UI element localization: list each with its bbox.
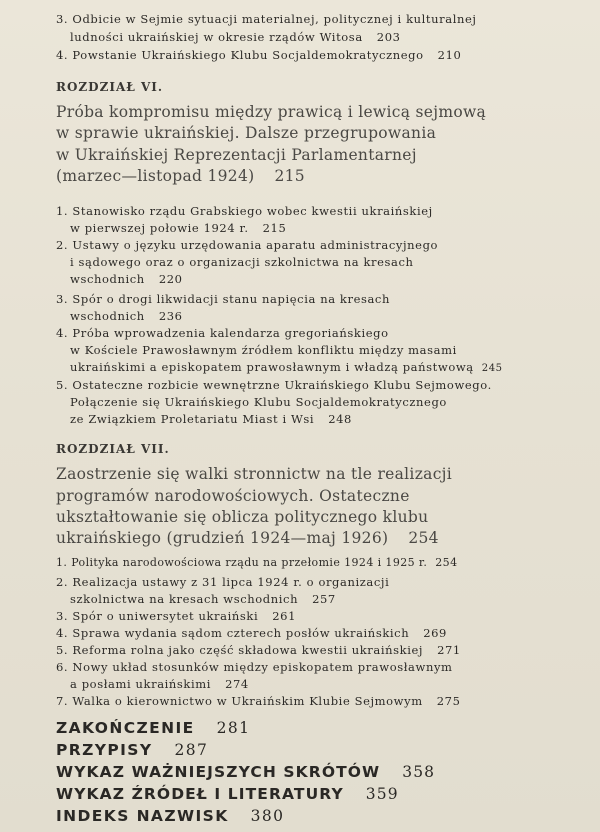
toc-item: 3. Spór o drogi likwidacji stanu napięcia na kresach (56, 292, 390, 306)
toc-item: szkolnictwa na kresach wschodnich 257 (70, 592, 336, 606)
chapter-title-line (56, 529, 439, 547)
toc-item: wschodnich 220 (70, 272, 183, 286)
toc-page-number: 203 (376, 30, 401, 44)
toc-item: 2. Ustawy o języku urzędowania aparatu administracyjnego (56, 238, 439, 252)
chapter-title-text: (marzec—listopad 1924) (56, 167, 255, 185)
toc-page-number: 275 (436, 694, 461, 708)
toc-page-number: 245 (481, 363, 503, 374)
toc-page-number: 359 (365, 785, 399, 803)
toc-page-number: 254 (435, 556, 458, 569)
toc-item: ze Związkiem Proletariatu Miast i Wsi 248 (70, 412, 352, 426)
toc-item (56, 48, 461, 62)
chapter-heading: ROZDZIAŁ VII. (56, 442, 170, 456)
toc-item: 5. Reforma rolna jako część składowa kwestii ukraińskiej 271 (56, 643, 461, 657)
toc-page-number: 358 (402, 763, 436, 781)
toc-page-number: 281 (216, 719, 251, 737)
toc-page-number: 220 (158, 272, 183, 286)
toc-item: 1. Stanowisko rządu Grabskiego wobec kwestii ukraińskiej (56, 204, 433, 218)
toc-page-number: 210 (437, 48, 462, 62)
toc-item: i sądowego oraz o organizacji szkolnictwa na kresach (70, 255, 414, 269)
toc-item: 5. Ostateczne rozbicie wewnętrzne Ukraińskiego Klubu Sejmowego. (56, 378, 492, 392)
toc-item: 2. Realizacja ustawy z 31 lipca 1924 r. o organizacji (56, 575, 390, 589)
toc-page-number: 274 (225, 677, 249, 691)
toc-item: Połączenie się Ukraińskiego Klubu Socjaldemokratycznego (70, 395, 447, 409)
chapter-title-line (56, 167, 305, 185)
toc-page-number: 248 (328, 412, 352, 426)
chapter-title-line: Zaostrzenie się walki stronnictw na tle realizacji (56, 465, 453, 483)
back-matter-entry: ZAKOŃCZENIE 281 (56, 719, 251, 737)
toc-item: 4. Sprawa wydania sądom czterech posłów ukraińskich 269 (56, 626, 447, 640)
toc-item (70, 30, 401, 44)
toc-item-text: ludności ukraińskiej w okresie rządów Witosa (70, 30, 363, 44)
toc-item: w Kościele Prawosławnym źródłem konfliktu między masami (70, 343, 457, 357)
chapter-title-line: w Ukraińskiej Reprezentacji Parlamentarnej (56, 146, 417, 164)
toc-page-number: 215 (274, 167, 305, 185)
back-matter-entry: PRZYPISY 287 (56, 741, 209, 759)
toc-item-text: 4. Powstanie Ukraińskiego Klubu Socjaldemokratycznego (56, 48, 424, 62)
chapter-title-line: w sprawie ukraińskiej. Dalsze przegrupowania (56, 124, 437, 142)
chapter-title-line: ukształtowanie się oblicza politycznego klubu (56, 508, 429, 526)
toc-item: wschodnich 236 (70, 309, 183, 323)
toc-item: 6. Nowy układ stosunków między episkopatem prawosławnym (56, 660, 453, 674)
toc-page-number: 254 (408, 529, 439, 547)
chapter-title-text: ukraińskiego (grudzień 1924—maj 1926) (56, 529, 389, 547)
toc-item: w pierwszej połowie 1924 r. 215 (70, 221, 287, 235)
toc-page-number: 261 (272, 609, 296, 623)
toc-item: ukraińskimi a episkopatem prawosławnym i władzą państwową 245 (70, 360, 503, 374)
toc-page-number: 215 (262, 221, 287, 235)
toc-page-number: 236 (158, 309, 183, 323)
toc-page-number: 257 (312, 592, 336, 606)
toc-item: 1. Polityka narodowościowa rządu na przełomie 1924 i 1925 r. 254 (56, 556, 458, 569)
toc-item: 7. Walka o kierownictwo w Ukraińskim Klubie Sejmowym 275 (56, 694, 461, 708)
chapter-heading: ROZDZIAŁ VI. (56, 80, 164, 94)
toc-item: 3. Spór o uniwersytet ukraiński 261 (56, 609, 296, 623)
toc-item (56, 12, 477, 26)
toc-page-number: 271 (437, 643, 461, 657)
chapter-title-line: Próba kompromisu między prawicą i lewicą sejmową (56, 103, 487, 121)
back-matter-entry: WYKAZ ŹRÓDEŁ I LITERATURY 359 (56, 785, 399, 803)
toc-page-number: 380 (250, 807, 285, 825)
toc-page-number: 269 (423, 626, 447, 640)
toc-item: 4. Próba wprowadzenia kalendarza gregoriańskiego (56, 326, 389, 340)
back-matter-entry: WYKAZ WAŻNIEJSZYCH SKRÓTÓW 358 (56, 763, 436, 781)
toc-item: a posłami ukraińskimi 274 (70, 677, 249, 691)
toc-page-number: 287 (174, 741, 209, 759)
toc-item-text: 3. Odbicie w Sejmie sytuacji materialnej, politycznej i kulturalnej (56, 12, 477, 26)
chapter-title-line: programów narodowościowych. Ostateczne (56, 487, 410, 505)
back-matter-entry: INDEKS NAZWISK 380 (56, 807, 285, 825)
